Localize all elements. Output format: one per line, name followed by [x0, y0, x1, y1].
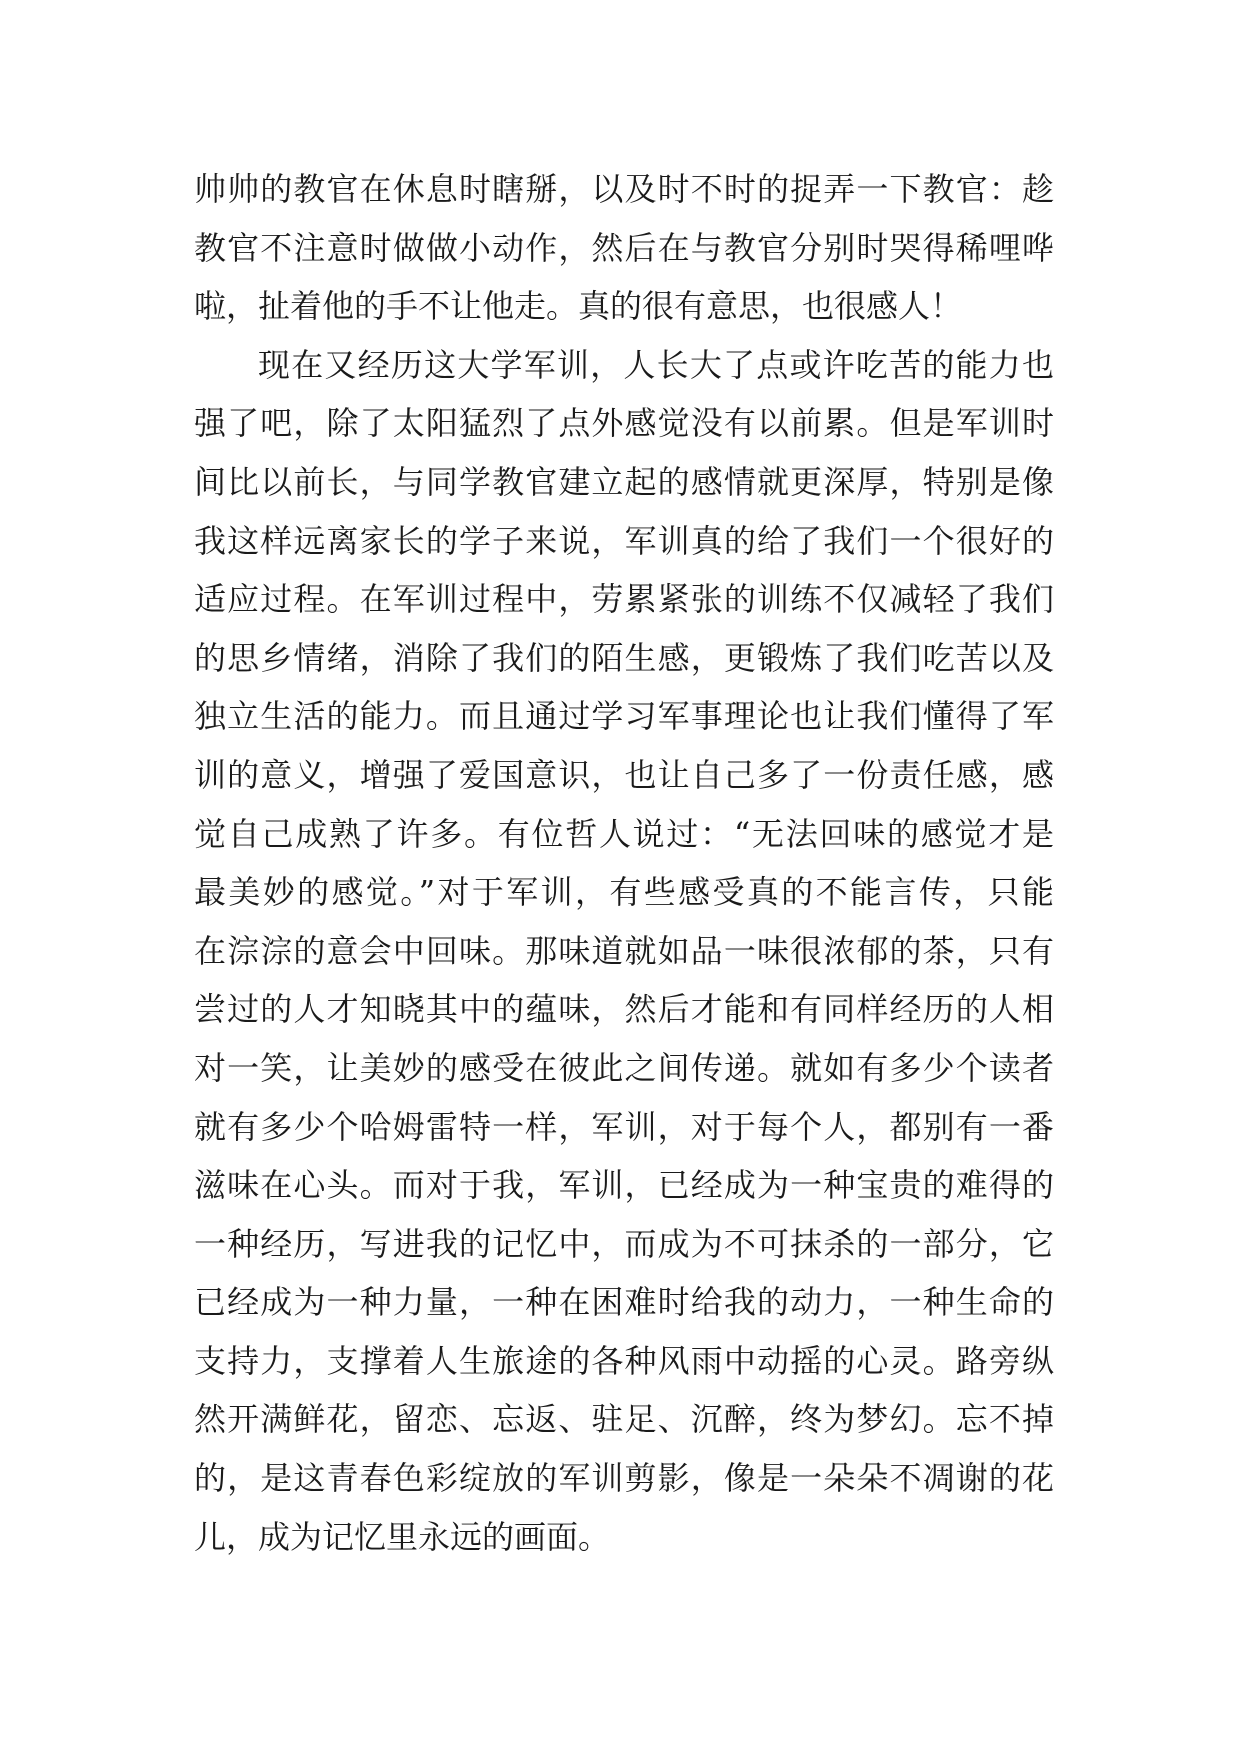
- text-line: 训的意义，增强了爱国意识，也让自己多了一份责任感，感: [194, 755, 1054, 794]
- text-line: 觉自己成熟了许多。有位哲人说过：“无法回味的感觉才是: [194, 814, 1054, 853]
- text-line: 一种经历，写进我的记忆中，而成为不可抹杀的一部分，它: [194, 1224, 1054, 1263]
- text-line: 儿，成为记忆里永远的画面。: [194, 1517, 611, 1556]
- text-line: 已经成为一种力量，一种在困难时给我的动力，一种生命的: [194, 1283, 1054, 1322]
- text-line: 然开满鲜花，留恋、忘返、驻足、沉醉，终为梦幻。忘不掉: [194, 1400, 1054, 1439]
- body-text: [194, 160, 1054, 1566]
- text-line: 强了吧，除了太阳猛烈了点外感觉没有以前累。但是军训时: [194, 404, 1054, 443]
- text-line: 现在又经历这大学军训，人长大了点或许吃苦的能力也: [258, 345, 1054, 384]
- text-line: 独立生活的能力。而且通过学习军事理论也让我们懂得了军: [194, 697, 1054, 736]
- text-line: 在淙淙的意会中回味。那味道就如品一味很浓郁的茶，只有: [194, 931, 1054, 970]
- text-line: 就有多少个哈姆雷特一样，军训，对于每个人，都别有一番: [194, 1107, 1054, 1146]
- text-line: 最美妙的感觉。”对于军训，有些感受真的不能言传，只能: [194, 873, 1054, 912]
- text-line: 的，是这青春色彩绽放的军训剪影，像是一朵朵不凋谢的花: [194, 1459, 1054, 1498]
- text-line: 对一笑，让美妙的感受在彼此之间传递。就如有多少个读者: [194, 1048, 1054, 1087]
- text-line: 滋味在心头。而对于我，军训，已经成为一种宝贵的难得的: [194, 1166, 1054, 1205]
- text-line: 尝过的人才知晓其中的蕴味，然后才能和有同样经历的人相: [194, 990, 1054, 1029]
- text-line: 我这样远离家长的学子来说，军训真的给了我们一个很好的: [194, 521, 1054, 560]
- text-line: 教官不注意时做做小动作，然后在与教官分别时哭得稀哩哗: [194, 228, 1054, 267]
- text-line: 间比以前长，与同学教官建立起的感情就更深厚，特别是像: [194, 462, 1054, 501]
- text-line: 支持力，支撑着人生旅途的各种风雨中动摇的心灵。路旁纵: [194, 1341, 1054, 1380]
- text-line: 啦，扯着他的手不让他走。真的很有意思，也很感人！: [194, 287, 963, 326]
- text-line: 帅帅的教官在休息时瞎掰，以及时不时的捉弄一下教官：趁: [194, 170, 1054, 208]
- text-line: 的思乡情绪，消除了我们的陌生感，更锻炼了我们吃苦以及: [194, 638, 1054, 677]
- text-line: 适应过程。在军训过程中，劳累紧张的训练不仅减轻了我们: [194, 580, 1054, 619]
